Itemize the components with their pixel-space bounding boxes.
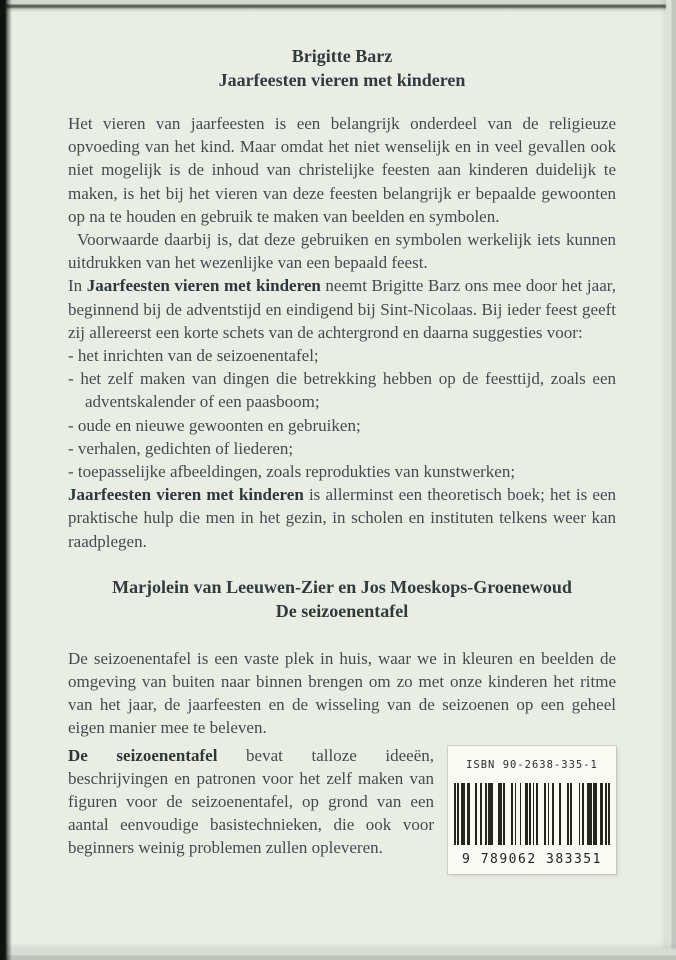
book2-paragraph-2-block (68, 744, 616, 880)
book1-title-inline: Jaarfeesten vieren met kinderen (86, 276, 321, 296)
book1-title-inline: Jaarfeesten vieren met kinderen (68, 485, 304, 505)
book2-title-inline: De seizoenentafel (68, 745, 218, 765)
barcode-digits: 9 789062 383351 (462, 851, 602, 867)
ean-barcode (454, 783, 610, 845)
isbn-number: ISBN 90-2638-335-1 (466, 758, 598, 771)
book1-title: Jaarfeesten vieren met kinderen (218, 70, 466, 90)
text-run: neemt Brigitte Barz ons mee door het jaar, beginnend bij de adventstijd en eindigend bij Sint-Nicolaas. Bij ieder feest geeft zij allereerst een korte schets van de achtergrond en daarna suggesties voor: (68, 276, 616, 342)
list-item: - het zelf maken van dingen die betrekking hebben op de feesttijd, zoals een adventskalender of een paasboom; (68, 369, 616, 412)
book2-heading (68, 575, 616, 623)
list-item: - het inrichten van de seizoenentafel; (68, 346, 319, 366)
isbn-barcode-box (448, 746, 616, 874)
list-item: - verhalen, gedichten of liederen; (68, 438, 294, 458)
book1-heading (68, 44, 616, 92)
book2-paragraph-1: De seizoenentafel is een vaste plek in huis, waar we in kleuren en beelden de omgeving van buiten naar binnen brengen om zo met onze kinderen het ritme van het jaar, de jaarfeesten en de wisseling van de seizoenen op een geheel eigen manier mee te beleven. (68, 648, 616, 738)
book1-paragraph-2: Voorwaarde daarbij is, dat deze gebruiken en symbolen werkelijk iets kunnen uitdrukken van het wezenlijke van een bepaald feest. (68, 230, 616, 273)
book2-title: De seizoenentafel (275, 600, 409, 621)
cover-text-block (68, 44, 616, 880)
scan-edge-top (6, 0, 676, 12)
list-item: - toepasselijke afbeeldingen, zoals reprodukties van kunstwerken; (68, 462, 516, 482)
book1-paragraph-3 (68, 274, 616, 344)
suggestions-list (68, 344, 616, 483)
book1-author: Brigitte Barz (291, 46, 393, 66)
book1-paragraph-1: Het vieren van jaarfeesten is een belangrijk onderdeel van de religieuze opvoeding van het kind. Maar omdat het niet wenselijk en in veel gevallen ook niet mogelijk is de inhoud van christelijke feesten aan kinderen duidelijk te maken, is het bij het vieren van deze feesten belangrijk er bepaalde gewoonten op na te houden en gebruik te maken van beelden en symbolen. (68, 114, 616, 226)
list-item: - oude en nieuwe gewoonten en gebruiken; (68, 415, 361, 435)
book1-paragraph-4 (68, 483, 616, 553)
scan-edge-left (0, 0, 12, 960)
text-run: In (68, 276, 87, 296)
page-edge-bottom (6, 942, 676, 960)
text-run: is allerminst een theoretisch boek; het is een praktische hulp die men in het gezin, in scholen en instituten telkens weer kan raadplegen. (68, 485, 616, 551)
text-run: bevat talloze ideeën, beschrijvingen en patronen voor het zelf maken van figuren voor de seizoenentafel, op grond van een aantal eenvoudige basistechnieken, die ook voor beginners weinig problemen zullen opleveren. (68, 745, 434, 858)
book2-authors: Marjolein van Leeuwen-Zier en Jos Moeskops-Groenewoud (112, 576, 572, 597)
page-edge-right (660, 0, 676, 960)
